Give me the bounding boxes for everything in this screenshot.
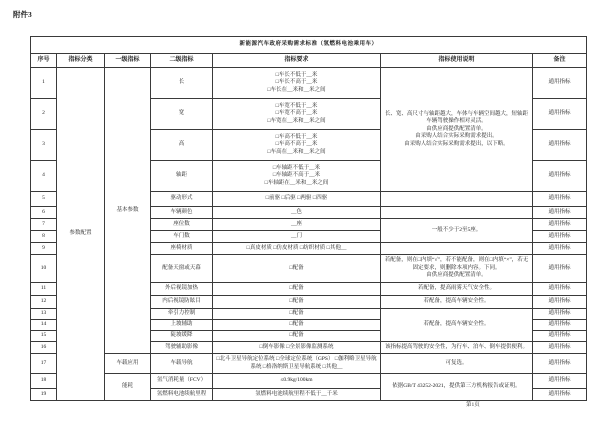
cell-level2: 轴距 (151, 161, 213, 192)
cell-level2: 驾驶辅助影像 (151, 342, 213, 354)
attachment-label: 附件3 (13, 10, 32, 19)
cell-level2: 配备天窗或天幕 (151, 255, 213, 283)
cell-remark: 通用指标 (533, 219, 587, 231)
cell-requirement: □配备 (213, 296, 381, 309)
cell-usage-mirror-heat: 若配备，提高雨雾天气安全性。 (381, 283, 533, 296)
usage-line: 若配备，则在□内填“√”，若不能配备，则在□内填“×”，若无固定要求，则删除本项内容。下同。 (384, 257, 529, 271)
cell-category: 参数配置 (57, 68, 105, 401)
cell-no: 13 (31, 309, 57, 320)
requirement-line: □车高不低于__米 (275, 133, 318, 140)
cell-remark: 通用指标 (533, 207, 587, 219)
cell-requirement: ≤0.9kg/100km (213, 374, 381, 389)
procurement-standard-table (30, 36, 587, 401)
table-title-row (31, 37, 587, 54)
cell-requirement: □北斗卫星导航定位系统 □全球定位系统（GPS） □伽利略卫星导航系统 □格洛纳斯卫星导航系统 □其他__ (213, 354, 381, 374)
requirement-line: □车长在__米和__米之间 (267, 86, 326, 93)
table-row (31, 374, 587, 389)
cell-requirement: __座 (213, 219, 381, 231)
cell-no: 4 (31, 161, 57, 192)
cell-level2: 座位数 (151, 219, 213, 231)
usage-line: 由采购人结合实际采购需求提出，以下略。 (404, 140, 509, 147)
cell-no: 1 (31, 68, 57, 99)
cell-level2: 内后视镜防眩目 (151, 296, 213, 309)
col-header-level1: 一级指标 (105, 54, 151, 68)
cell-remark: 通用指标 (533, 342, 587, 354)
cell-requirement: □配备 (213, 309, 381, 320)
cell-requirement (213, 68, 381, 99)
cell-requirement: __门 (213, 231, 381, 243)
col-header-remark: 备注 (533, 54, 587, 68)
cell-no: 19 (31, 389, 57, 401)
cell-no: 8 (31, 231, 57, 243)
cell-level2: 氢燃料电池续航里程 (151, 389, 213, 401)
cell-no: 11 (31, 283, 57, 296)
table-row (31, 68, 587, 99)
cell-no: 2 (31, 99, 57, 130)
col-header-requirement: 指标要求 (213, 54, 381, 68)
cell-requirement: __色 (213, 207, 381, 219)
cell-usage-mirror-dim: 若配备，提高车辆安全性。 (381, 296, 533, 309)
cell-requirement: 氢燃料电池续航里程不低于__千米 (213, 389, 381, 401)
cell-no: 16 (31, 342, 57, 354)
col-header-level2: 二级指标 (151, 54, 213, 68)
cell-requirement (213, 161, 381, 192)
cell-level2: 牵引力控制 (151, 309, 213, 320)
cell-no: 18 (31, 374, 57, 389)
cell-no: 10 (31, 255, 57, 283)
cell-remark: 通用指标 (533, 389, 587, 401)
cell-remark: 通用指标 (533, 243, 587, 255)
cell-remark: 通用指标 (533, 99, 587, 130)
requirement-line: □车长不低于__米 (275, 71, 318, 78)
requirement-line: □车高不高于__米 (275, 141, 318, 148)
cell-usage-empty (381, 207, 533, 219)
cell-no: 7 (31, 219, 57, 231)
requirement-line: □车宽不低于__米 (275, 102, 318, 109)
cell-remark: 通用指标 (533, 68, 587, 99)
cell-no: 3 (31, 130, 57, 161)
cell-usage-seats: 一般不少于2至5座。 (381, 219, 533, 243)
cell-requirement: □前驱 □后驱 □两驱 □四驱 (213, 192, 381, 207)
cell-level2: 车载导航 (151, 354, 213, 374)
cell-no: 15 (31, 331, 57, 342)
usage-line: 由采购人结合实际采购需求提出。 (415, 133, 498, 140)
cell-remark: 通用指标 (533, 283, 587, 296)
cell-level2: 车辆颜色 (151, 207, 213, 219)
cell-no: 17 (31, 354, 57, 374)
cell-usage-dimensions (381, 68, 533, 192)
table-title: 新能源汽车政府采购需求标准（氢燃料电池乘用车） (31, 37, 587, 54)
cell-remark: 通用指标 (533, 331, 587, 342)
cell-usage-safety: 若配备，提高车辆安全性。 (381, 309, 533, 342)
cell-level2: 长 (151, 68, 213, 99)
cell-level2: 氢气消耗量（FCV） (151, 374, 213, 389)
cell-level1-app: 车载应用 (105, 354, 151, 374)
cell-no: 5 (31, 192, 57, 207)
cell-no: 14 (31, 320, 57, 331)
requirement-line: □车高在__米和__米之间 (267, 148, 326, 155)
cell-usage-camera: 该指标提高驾驶的安全性，为行车、泊车、倒车提供便利。 (381, 342, 533, 354)
usage-line: 长、宽、高尺寸与轴距越大，车体与车辆空间越大，短轴距车辆驾驶操作相对灵活。 (384, 110, 528, 125)
cell-usage-sunroof (381, 255, 533, 283)
cell-usage-nav: 可复选。 (381, 354, 533, 374)
cell-remark: 通用指标 (533, 231, 587, 243)
cell-level1-energy: 能耗 (105, 374, 151, 401)
table-row (31, 354, 587, 374)
cell-level2: 宽 (151, 99, 213, 130)
cell-usage-empty (381, 192, 533, 207)
cell-level2: 陡坡缓降 (151, 331, 213, 342)
col-header-no: 序号 (31, 54, 57, 68)
page-number: 第1页 (466, 402, 480, 408)
requirement-line: □车轴距不高于__米 (272, 172, 321, 179)
cell-level2: 上坡辅助 (151, 320, 213, 331)
cell-requirement: □真皮材质 □仿皮材质 □纺织材质 □其他__ (213, 243, 381, 255)
cell-no: 9 (31, 243, 57, 255)
requirement-line: □车轴距在__米和__米之间 (264, 179, 329, 186)
cell-level2: 车门数 (151, 231, 213, 243)
usage-line: 由供应商提供配置清单。 (426, 125, 487, 132)
cell-level2: 外后视镜加热 (151, 283, 213, 296)
cell-requirement (213, 130, 381, 161)
requirement-line: □车宽不高于__米 (275, 110, 318, 117)
cell-remark: 通用指标 (533, 255, 587, 283)
cell-usage-energy: 依据GB/T 43252-2021，提供第三方机构报告或证明。 (381, 374, 533, 401)
cell-remark: 通用指标 (533, 161, 587, 192)
cell-requirement: □配备 (213, 331, 381, 342)
cell-remark: 通用指标 (533, 130, 587, 161)
requirement-line: □车宽在__米和__米之间 (267, 117, 326, 124)
cell-remark: 通用指标 (533, 309, 587, 320)
cell-level2: 高 (151, 130, 213, 161)
table-header-row (31, 54, 587, 68)
cell-no: 6 (31, 207, 57, 219)
cell-level2: 座椅材质 (151, 243, 213, 255)
cell-remark: 通用指标 (533, 296, 587, 309)
cell-requirement: □配备 (213, 283, 381, 296)
cell-level1-basic: 基本参数 (105, 68, 151, 354)
cell-requirement: □倒车影像 □全景影像监测系统 (213, 342, 381, 354)
cell-remark: 通用指标 (533, 192, 587, 207)
requirement-line: □车轴距不低于__米 (272, 164, 321, 171)
col-header-category: 指标分类 (57, 54, 105, 68)
cell-requirement: □配备 (213, 320, 381, 331)
col-header-usage: 指标使用说明 (381, 54, 533, 68)
cell-usage-empty (381, 243, 533, 255)
cell-requirement: □配备 (213, 255, 381, 283)
cell-no: 12 (31, 296, 57, 309)
cell-remark: 通用指标 (533, 374, 587, 389)
requirement-line: □车长不高于__米 (275, 79, 318, 86)
cell-requirement (213, 99, 381, 130)
cell-remark: 通用指标 (533, 320, 587, 331)
cell-remark: 通用指标 (533, 354, 587, 374)
usage-line: 由供应商提供配置清单。 (426, 272, 487, 279)
cell-level2: 驱动形式 (151, 192, 213, 207)
